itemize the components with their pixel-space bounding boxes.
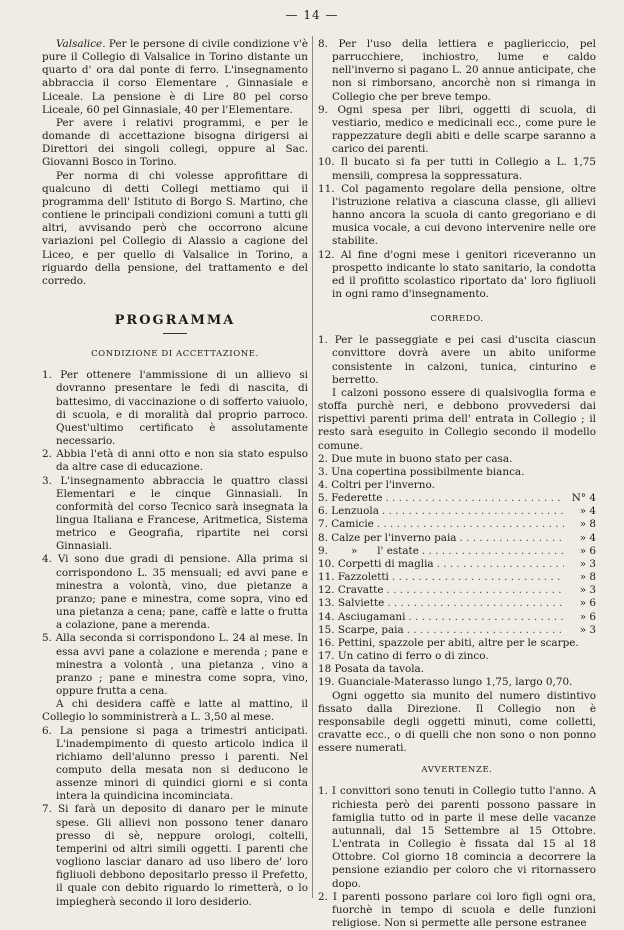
corredo-row [318,518,596,531]
dot-leader [384,597,564,610]
intro-paragraph: Valsalice. Per le persone di civile condizione v'è pure il Collegio di Valsalice in Torino distante un quarto d' ora dal ponte di ferro. L'insegnamento abbraccia il corso Elementare , Ginnasiale e Liceale. La pensione è di Lire 80 pel corso Liceale, 60 pel Ginnasiale, 40 per l'Elementare. [42,38,308,116]
avvertenza-item: 1. I convittori sono tenuti in Collegio tutto l'anno. A richiesta però dei parenti possono passare in famiglia tutto od in parte il mese delle vacanze autunnali, dal 15 Settembre al 15 Ottobre. L'entrata in Collegio è fissata dal 15 al 18 Ottobre. Col giorno 18 comincia a decorrere la pensione eziandio per coloro che vi ritornassero dopo. [318,785,596,890]
dot-leader [434,558,564,571]
dot-leader [382,492,564,505]
corredo-item: 19. Guanciale-Materasso lungo 1,75, largo 0,70. [318,676,573,689]
corredo-row [318,584,596,597]
condition-item: 1. Per ottenere l'ammissione di un allievo si dovranno presentare le fedi di nascita, di battesimo, di vaccinazione o di sofferto vaiuolo, di scuola, e di moralità dal proprio parroco. Quest'ultimo certificato è assolutamente necessario. [42,369,308,448]
corredo-row [318,611,596,624]
corredo-row-label: 12. Cravatte [318,584,384,597]
right-column [318,38,596,930]
condition-item: 5. Alla seconda si corrispondono L. 24 al mese. In essa avvi pane a colazione e merenda ; pane e minestra a volontà , una pietanza , vino a pranzo ; pane e minestra come sopra, vino, oppure frutta a cena. [42,632,308,698]
corredo-list-tail [318,637,596,755]
corredo-row-label: 14. Asciugamani [318,610,406,623]
avvertenza-item: 2. I parenti possono parlare coi loro figli ogni ora, fuorchè in tempo di scuola e delle funzioni religiose. Non si permette alle persone estranee [318,890,596,929]
corredo-item: 3. Una copertina possibilmente bianca. [318,465,525,478]
corredo-row-quantity: » 6 [579,597,596,610]
corredo-row-label: 7. Camicie [318,518,374,531]
corredo-item: Ogni oggetto sia munito del numero distintivo fissato dalla Direzione. Il Collegio non è responsabile degli oggetti minuti, come colletti, cravatte ecc., o di quelli che non sono o non ponno essere numerati. [318,689,596,755]
corredo-row-quantity: » 8 [579,571,596,584]
corredo-row-quantity: N° 4 [571,492,596,505]
condition-item: 12. Al fine d'ogni mese i genitori riceveranno un prospetto indicante lo stato sanitario, la condotta ed il profitto scolastico riportato da' loro figliuoli in ogni ramo d'insegnamento. [318,248,596,300]
corredo-row-label: 8. Calze per l'inverno paia [318,531,457,544]
condition-item: 6. La pensione si paga a trimestri anticipati. L'inadempimento di questo articolo indica il richiamo dell'alunno presso i parenti. Nel computo della mesata non si deducono le assenze minori di quindici giorni e si conta intera la quindicina incominciata. [42,724,308,803]
corredo-row [318,558,596,571]
corredo-row [318,545,596,558]
corredo-item: 4. Coltri per l'inverno. [318,479,435,491]
conditions-list-continued [318,38,596,301]
condition-item: 2. Abbia l'età di anni otto e non sia stato espulso da altre case di educazione. [42,448,308,474]
left-column [42,38,308,909]
avvertenze-heading: AVVERTENZE. [421,765,493,776]
corredo-row [318,624,596,637]
condition-item: 11. Col pagamento regolare della pensione, oltre l'istruzione relativa a ciascuna classe, gli allievi hanno ancora la scuola di canto gregoriano e di musica vocale, a cui devono intervenire nelle ore stabilite. [318,182,596,248]
dot-leader [379,505,564,518]
dot-leader [419,545,564,558]
dot-leader [374,518,564,531]
corredo-row-quantity: » 6 [579,544,596,557]
intro-paragraph: Per avere i relativi programmi, e per le domande di accettazione bisogna dirigersi ai Direttori dei singoli collegi, oppure al Sac. Giovanni Bosco in Torino. [42,116,308,169]
corredo-row-quantity: » 3 [579,623,596,636]
corredo-row-quantity: » 3 [579,584,596,597]
corredo-row-label: 13. Salviette [318,597,385,610]
corredo-row-quantity: » 4 [579,531,596,544]
corredo-heading: CORREDO. [430,314,484,325]
corredo-row-label: 10. Corpetti di maglia [318,557,434,570]
corredo-row-quantity: » 6 [579,610,596,623]
condition-item: 3. L'insegnamento abbraccia le quattro classi Elementari e le cinque Ginnasiali. In conformità del corso Tecnico sarà insegnata la lingua Italiana e Francese, Aritmetica, Sistema metrico e Geografia, ripartite nei corsi Ginnasiali. [42,474,308,553]
corredo-item: 16. Pettini, spazzole per abiti, altre per le scarpe. [318,636,579,649]
avvertenze-list [318,785,596,930]
condition-item: 10. Il bucato si fa per tutti in Collegio a L. 1,75 mensili, compresa la soppressatura. [318,156,596,182]
corredo-items-list [318,492,596,637]
dot-leader [405,611,564,624]
corredo-row-quantity: » 8 [579,518,596,531]
program-title: PROGRAMMA [114,312,236,328]
conditions-heading: CONDIZIONE DI ACCETTAZIONE. [91,349,259,360]
corredo-row-label: 15. Scarpe, paia [318,623,404,636]
corredo-row-label: 9. » l' estate [318,544,419,557]
condition-item: 8. Per l'uso della lettiera e pagliericcio, pel parrucchiere, inchiostro, lume e caldo nell'inverno si pagano L. 20 annue anticipate, che non si rimborsano, ancorchè non si rimanga in Collegio che per breve tempo. [318,38,596,103]
corredo-row [318,505,596,518]
page-number: — 14 — [285,8,339,22]
condition-item: 7. Si farà un deposito di danaro per le minute spese. Gli allievi non possono tener danaro presso di sè, neppure orologi, coltelli, temperini od altri simili oggetti. I parenti che vogliono lasciar danaro ad uso libero de' loro figliuoli debbono depositarlo presso il Prefetto, il quale con debito riguardo lo rimetterà, o lo impiegherà secondo il loro desiderio. [42,803,308,908]
corredo-row-quantity: » 3 [579,557,596,570]
conditions-list [42,369,308,908]
title-rule [163,333,187,334]
place-name: Valsalice. [56,38,106,50]
corredo-item: 17. Un catino di ferro o di zinco. [318,650,489,663]
corredo-item: 1. Per le passeggiate e pei casi d'uscita ciascun convittore dovrà avere un abito uniforme consistente in calzoni, tunica, cinturino e berretto. [318,334,596,386]
condition-item: 9. Ogni spesa per libri, oggetti di scuola, di vestiario, medico e medicinali ecc., come pure le rappezzature degli abiti e delle scarpe saranno a carico dei parenti. [318,103,596,156]
dot-leader [404,624,564,637]
corredo-row-quantity: » 4 [579,505,596,518]
corredo-row [318,532,596,545]
corredo-item: 18 Posata da tavola. [318,663,425,676]
condition-item: A chi desidera caffè e latte al mattino, il Collegio lo somministrerà a L. 3,50 al mese. [42,698,308,724]
intro-paragraph: Per norma di chi volesse approfittare di qualcuno di detti Collegi mettiamo qui il programma dell' Istituto di Borgo S. Martino, che contiene le principali condizioni comuni a tutti gli altri, avvisando però che occorrono alcune variazioni pel Collegio di Alassio a cagione del Liceo, e per quello di Valsalice in Torino, a riguardo della pensione, del trattamento e del corredo. [42,169,308,287]
condition-item: 4. Vi sono due gradi di pensione. Alla prima si corrispondono L. 35 mensuali; ed avvi pane e minestra a volontà, vino, due pietanze a pranzo; pane e minestra, come sopra, vino ed una pietanza a cena; pane, caffè e latte o frutta a colazione, pane a merenda. [42,553,308,632]
dot-leader [384,584,564,597]
column-divider [312,36,313,898]
corredo-row [318,571,596,584]
corredo-row-label: 11. Fazzoletti [318,571,389,584]
corredo-item: I calzoni possono essere di qualsivoglia forma e stoffa purchè neri, e debbono provvedersi dai rispettivi parenti prima dell' entrata in Collegio ; il resto sarà eseguito in Collegio secondo il modello comune. [318,386,596,452]
corredo-item: 2. Due mute in buono stato per casa. [318,452,513,465]
corredo-list [318,334,596,492]
corredo-row [318,492,596,505]
dot-leader [456,532,564,545]
dot-leader [389,571,564,584]
corredo-row [318,597,596,610]
intro-section [42,38,308,288]
corredo-row-label: 6. Lenzuola [318,505,379,518]
corredo-row-label: 5. Federette [318,492,383,505]
